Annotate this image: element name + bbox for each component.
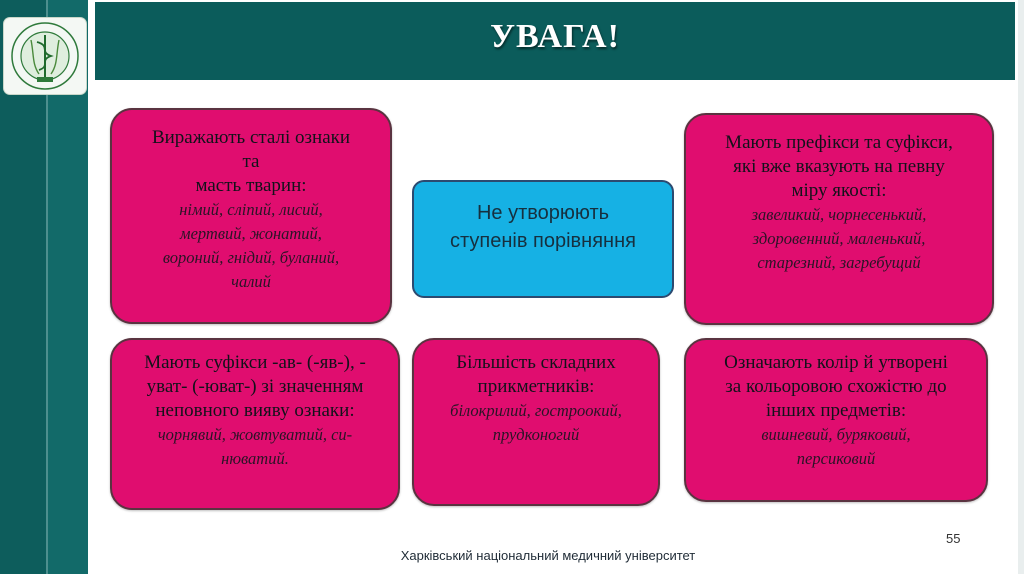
box-heading-line: прикметників: <box>477 376 595 397</box>
box-prefixes-suffixes <box>684 113 994 325</box>
box-example-line: білокрилий, гостроокий, <box>450 401 622 420</box>
box-heading-line: масть тварин: <box>195 175 307 196</box>
box-heading-line: Виражають сталі ознаки <box>151 127 351 148</box>
university-logo <box>4 18 86 94</box>
box-permanent-features <box>110 108 392 324</box>
box-example-line: старезний, загребущий <box>757 253 921 272</box>
page-number: 55 <box>946 531 961 546</box>
right-edge <box>1018 0 1024 574</box>
box-heading-line: інших предметів: <box>765 400 907 421</box>
box-example-line: персиковий <box>796 449 876 468</box>
footer-university: Харківський національний медичний університет <box>400 548 696 563</box>
box-heading-line: Мають префікси та суфікси, <box>725 132 953 153</box>
box-compound-adjectives <box>412 338 660 506</box>
box-suffixes-av <box>110 338 400 510</box>
box-example-line: здоровенний, маленький, <box>752 229 926 248</box>
university-emblem-icon <box>4 18 86 94</box>
box-heading-line: неповного вияву ознаки: <box>155 400 355 421</box>
box-heading-line: Означають колір й утворені <box>724 352 948 373</box>
box-color-adjectives <box>684 338 988 502</box>
box-example-line: мертвий, жонатий, <box>180 224 322 243</box>
box-example-line: прудконогий <box>492 425 580 444</box>
box-example-line: чалий <box>231 272 271 291</box>
center-callout-line: Не утворюють <box>476 202 610 224</box>
box-heading-line: та <box>242 151 260 172</box>
box-heading-line: Мають суфікси -ав- (-яв-), - <box>144 352 366 373</box>
box-example-line: вороний, гнідий, буланий, <box>162 248 340 267</box>
box-example-line: нюватий. <box>221 449 289 468</box>
slide-title: УВАГА! <box>490 18 620 55</box>
box-example-line: чорнявий, жовтуватий, си- <box>157 425 353 444</box>
box-heading-line: які вже вказують на певну <box>733 156 945 177</box>
box-example-line: завеликий, чорнесенький, <box>751 205 927 224</box>
box-heading-line: міру якості: <box>791 180 887 201</box>
box-example-line: німий, сліпий, лисий, <box>179 200 323 219</box>
center-callout-line: ступенів порівняння <box>450 230 636 252</box>
box-heading-line: за кольоровою схожістю до <box>725 376 947 397</box>
box-heading-line: Більшість складних <box>456 352 616 373</box>
box-heading-line: уват- (-юват-) зі значенням <box>146 376 364 397</box>
box-example-line: вишневий, буряковий, <box>761 425 911 444</box>
center-callout <box>412 180 674 298</box>
